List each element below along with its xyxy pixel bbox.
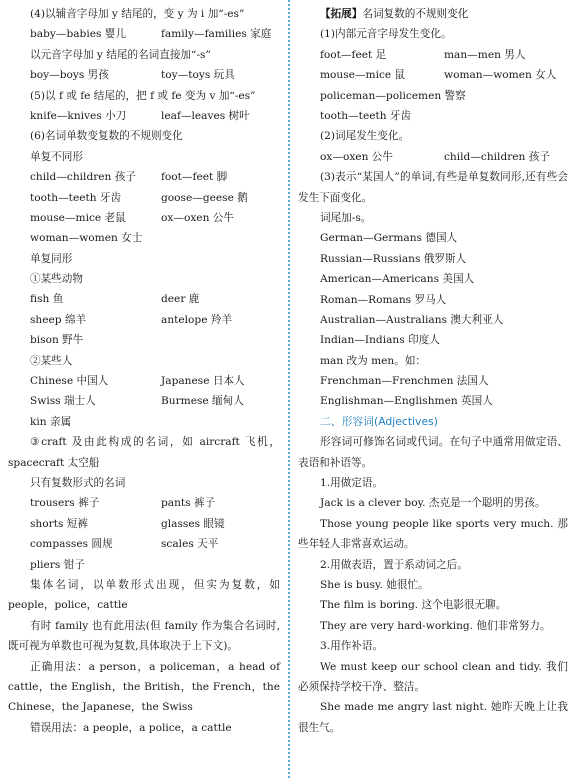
text-line: Jack is a clever boy. 杰克是一个聪明的男孩。: [320, 497, 546, 510]
word-a: mouse—mice 鼠: [320, 69, 406, 82]
text-line: Englishman—Englishmen 英国人: [320, 395, 493, 408]
word-b: family—families 家庭: [161, 28, 272, 41]
word-b: child—children 孩子: [444, 150, 550, 163]
extension-heading: [298, 4, 568, 24]
word-pair: [8, 514, 280, 534]
word-pair: [8, 24, 280, 44]
paragraph: We must keep our school clean and tidy. 我们必须保持学校干净、整洁。: [298, 660, 568, 693]
text-line: (5)以 f 或 fe 结尾的，把 f 或 fe 变为 v 加“-es”: [30, 89, 256, 102]
word-b: deer 鹿: [161, 293, 200, 306]
text-line: man 改为 men。如：: [320, 354, 427, 367]
text-line: Frenchman—Frenchmen 法国人: [320, 375, 489, 388]
right-column: [298, 4, 568, 738]
word-b: ox—oxen 公牛: [161, 211, 234, 224]
text-line: Indian—Indians 印度人: [320, 334, 440, 347]
word-b: man—men 男人: [444, 48, 526, 61]
word-pair: [8, 391, 280, 411]
text-line: ②某些人: [30, 354, 73, 367]
extension-tag: 【拓展】: [320, 8, 363, 20]
text-line: Russian—Russians 俄罗斯人: [320, 252, 467, 265]
word-b: glasses 眼镜: [161, 517, 225, 530]
word-pair: [8, 167, 280, 187]
section-heading: 二、形容词(Adjectives): [320, 414, 438, 428]
word-a: knife—knives 小刀: [30, 109, 127, 122]
word-pair: [8, 289, 280, 309]
text-line: ①某些动物: [30, 273, 83, 286]
text-line: 单复同形: [30, 252, 73, 265]
text-line: Roman—Romans 罗马人: [320, 293, 447, 306]
text-line: American—Americans 美国人: [320, 273, 475, 286]
text-line: 2.用做表语，置于系动词之后。: [320, 558, 468, 571]
word-pair: [298, 45, 568, 65]
word-pair: [298, 65, 568, 85]
paragraph: ③craft 及由此构成的名词，如 aircraft 飞机，spacecraft 太空船: [8, 436, 280, 469]
left-column: [8, 4, 280, 738]
text-line: tooth—teeth 牙齿: [320, 109, 412, 122]
text-line: 3.用作补语。: [320, 640, 384, 653]
text-line: 只有复数形式的名词: [30, 477, 126, 490]
word-b: goose—geese 鹅: [161, 191, 248, 204]
word-pair: [8, 65, 280, 85]
column-divider: [288, 0, 290, 778]
text-line: German—Germans 德国人: [320, 232, 458, 245]
text-line: 1.用做定语。: [320, 477, 384, 490]
text-line: bison 野牛: [30, 334, 84, 347]
word-b: antelope 羚羊: [161, 313, 233, 326]
word-a: fish 鱼: [30, 293, 64, 306]
text-line: kin 亲属: [30, 415, 72, 428]
word-a: mouse—mice 老鼠: [30, 211, 126, 224]
word-a: Chinese 中国人: [30, 375, 109, 388]
paragraph: She made me angry last night. 她昨天晚上让我很生气。: [298, 701, 568, 734]
text-line: woman—women 女士: [30, 232, 143, 245]
word-pair: [8, 534, 280, 554]
text-line: (2)词尾发生变化。: [320, 130, 410, 143]
text-line: 以元音字母加 y 结尾的名词直接加“-s”: [30, 48, 211, 61]
extension-title: 名词复数的不规则变化: [362, 8, 469, 20]
word-pair: [8, 208, 280, 228]
paragraph: (3)表示“某国人”的单词,有些是单复数同形,还有些会发生下面变化。: [298, 171, 568, 204]
word-pair: [8, 310, 280, 330]
word-pair: [8, 188, 280, 208]
word-pair: [8, 493, 280, 513]
word-b: woman—women 女人: [444, 69, 557, 82]
word-pair: [8, 371, 280, 391]
word-a: trousers 裤子: [30, 497, 100, 510]
word-a: tooth—teeth 牙齿: [30, 191, 122, 204]
word-b: toy—toys 玩具: [161, 69, 235, 82]
word-b: pants 裤子: [161, 497, 216, 510]
text-line: They are very hard-working. 他们非常努力。: [320, 619, 551, 632]
word-b: Burmese 缅甸人: [161, 395, 244, 408]
text-line: 单复不同形: [30, 150, 83, 163]
text-line: policeman—policemen 警察: [320, 89, 466, 102]
word-a: Swiss 瑞士人: [30, 395, 96, 408]
text-line: (1)内部元音字母发生变化。: [320, 28, 452, 41]
paragraph: Those young people like sports very much. 那些年轻人非常喜欢运动。: [298, 517, 568, 551]
word-a: ox—oxen 公牛: [320, 150, 393, 163]
word-b: foot—feet 脚: [161, 171, 228, 184]
word-a: sheep 绵羊: [30, 313, 87, 326]
word-pair: [8, 106, 280, 126]
word-b: Japanese 日本人: [161, 375, 245, 388]
text-line: pliers 钳子: [30, 558, 85, 571]
paragraph: 有时 family 也有此用法(但 family 作为集合名词时,既可视为单数也可视为复数,具体取决于上下文)。: [8, 619, 280, 653]
word-a: child—children 孩子: [30, 171, 136, 184]
word-a: shorts 短裤: [30, 517, 88, 530]
text-line: 词尾加-s。: [320, 211, 372, 224]
word-a: compasses 圆规: [30, 538, 113, 551]
paragraph: 集体名词，以单数形式出现，但实为复数，如 people，police，cattle: [8, 578, 280, 612]
word-a: baby—babies 婴儿: [30, 28, 126, 41]
text-line: She is busy. 她很忙。: [320, 579, 429, 592]
text-line: The film is boring. 这个电影很无聊。: [320, 599, 507, 612]
word-a: foot—feet 足: [320, 48, 387, 61]
paragraph: 正确用法：a person，a policeman，a head of cattle，the English，the British，the French，the Chinese，the Japanese，the Swiss: [8, 660, 280, 714]
text-line: Australian—Australians 澳大利亚人: [320, 313, 504, 326]
paragraph: 形容词可修饰名词或代词。在句子中通常用做定语、表语和补语等。: [298, 436, 568, 469]
text-line: (4)以辅音字母加 y 结尾的，变 y 为 i 加“-es”: [30, 8, 245, 20]
text-line: (6)名词单数变复数的不规则变化: [30, 130, 183, 143]
word-a: boy—boys 男孩: [30, 69, 109, 82]
word-pair: [298, 147, 568, 167]
word-b: leaf—leaves 树叶: [161, 109, 250, 122]
word-b: scales 天平: [161, 538, 219, 551]
text-line: 错误用法：a people，a police，a cattle: [30, 721, 232, 734]
